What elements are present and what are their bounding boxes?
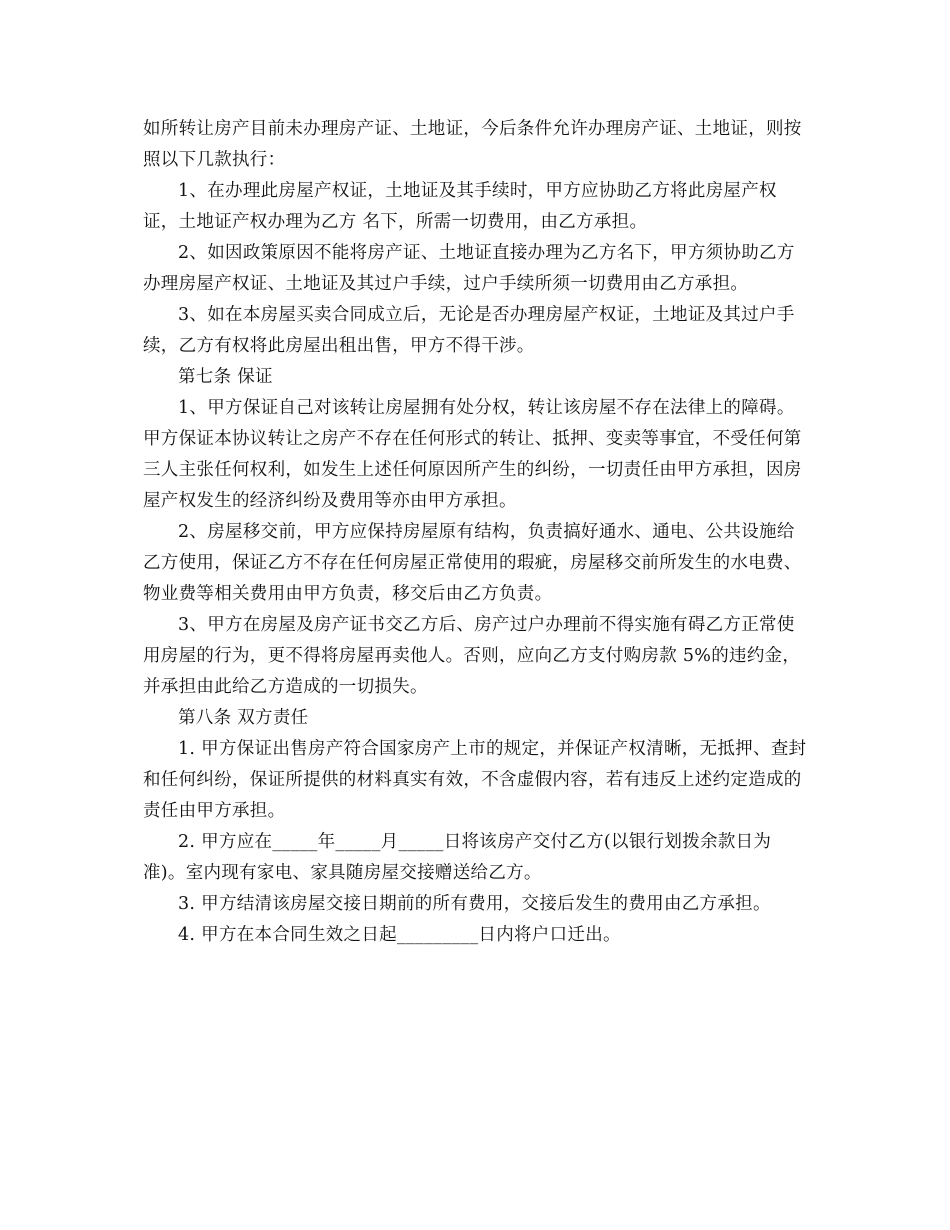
paragraph-article-7-item-2: 2、房屋移交前，甲方应保持房屋原有结构，负责搞好通水、通电、公共设施给乙方使用，保证乙方不存在任何房屋正常使用的瑕疵，房屋移交前所发生的水电费、物业费等相关费用由甲方负责，移交后由乙方负责。 <box>143 522 802 604</box>
section-heading-article-7: 第七条 保证 <box>178 367 273 387</box>
paragraph-article-8-item-3: 3. 甲方结清该房屋交接日期前的所有费用，交接后发生的费用由乙方承担。 <box>178 894 771 914</box>
paragraph-article-7-item-1: 1、甲方保证自己对该转让房屋拥有处分权，转让该房屋不存在法律上的障碍。甲方保证本协议转让之房产不存在任何形式的转让、抵押、变卖等事宜，不受任何第三人主张任何权利，如发生上述任何原因所产生的纠纷，一切责任由甲方承担，因房屋产权发生的经济纠纷及费用等亦由甲方承担。 <box>143 398 802 511</box>
paragraph-clause-2: 2、如因政策原因不能将房产证、土地证直接办理为乙方名下，甲方须协助乙方办理房屋产权证、土地证及其过户手续，过户手续所须一切费用由乙方承担。 <box>143 243 795 294</box>
paragraph-article-8-item-2: 2. 甲方应在_____年_____月_____日将该房产交付乙方(以银行划拨余款日为准)。室内现有家电、家具随房屋交接赠送给乙方。 <box>143 832 772 883</box>
paragraph-clause-1: 1、在办理此房屋产权证，土地证及其手续时，甲方应协助乙方将此房屋产权证，土地证产权办理为乙方 名下，所需一切费用，由乙方承担。 <box>143 181 777 232</box>
document-body <box>143 114 808 951</box>
paragraph-article-8-item-4: 4. 甲方在本合同生效之日起_________日内将户口迁出。 <box>178 925 621 945</box>
paragraph-article-7-item-3: 3、甲方在房屋及房产证书交乙方后、房产过户办理前不得实施有碍乙方正常使用房屋的行为，更不得将房屋再卖他人。否则，应向乙方支付购房款 5%的违约金，并承担由此给乙方造成的一切损失。 <box>143 615 801 697</box>
paragraph-article-8-item-1: 1. 甲方保证出售房产符合国家房产上市的规定，并保证产权清晰，无抵押、查封和任何纠纷，保证所提供的材料真实有效，不含虚假内容，若有违反上述约定造成的责任由甲方承担。 <box>143 739 807 821</box>
paragraph-clause-3: 3、如在本房屋买卖合同成立后，无论是否办理房屋产权证，土地证及其过户手续，乙方有权将此房屋出租出售，甲方不得干涉。 <box>143 305 795 356</box>
section-heading-article-8: 第八条 双方责任 <box>178 708 309 728</box>
paragraph-intro: 如所转让房产目前未办理房产证、土地证，今后条件允许办理房产证、土地证，则按照以下几款执行： <box>143 119 802 170</box>
